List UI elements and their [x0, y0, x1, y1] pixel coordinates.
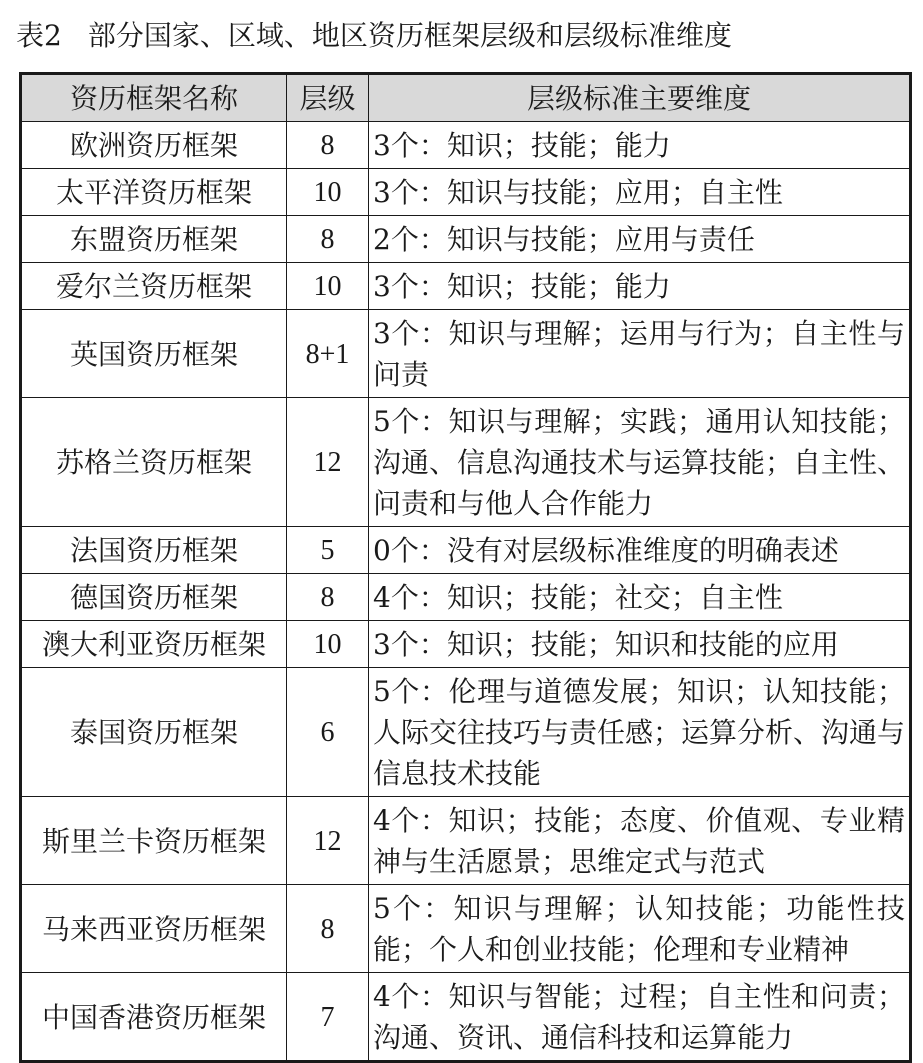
table-row	[21, 574, 911, 621]
table-header-row	[21, 74, 911, 122]
table-caption	[16, 14, 732, 58]
framework-name: 澳大利亚资历框架	[21, 621, 287, 668]
framework-levels: 8	[287, 122, 369, 169]
framework-levels: 6	[287, 668, 369, 797]
framework-levels: 5	[287, 527, 369, 574]
framework-name: 马来西亚资历框架	[21, 885, 287, 973]
table-row	[21, 621, 911, 668]
framework-name: 东盟资历框架	[21, 216, 287, 263]
framework-dimensions: 3个：知识；技能；能力	[369, 263, 911, 310]
header-dimensions: 层级标准主要维度	[369, 74, 911, 122]
framework-levels: 12	[287, 797, 369, 885]
table-row	[21, 169, 911, 216]
table-title: 部分国家、区域、地区资历框架层级和层级标准维度	[87, 19, 732, 52]
framework-levels: 10	[287, 169, 369, 216]
table-row	[21, 398, 911, 527]
table-row	[21, 122, 911, 169]
framework-levels: 7	[287, 973, 369, 1062]
table-row	[21, 263, 911, 310]
table-row	[21, 527, 911, 574]
framework-name: 太平洋资历框架	[21, 169, 287, 216]
framework-levels: 8+1	[287, 310, 369, 398]
framework-name: 爱尔兰资历框架	[21, 263, 287, 310]
framework-dimensions: 5个：知识与理解；认知技能；功能性技能；个人和创业技能；伦理和专业精神	[369, 885, 911, 973]
qualifications-framework-table	[19, 72, 912, 1063]
framework-dimensions: 3个：知识；技能；知识和技能的应用	[369, 621, 911, 668]
framework-levels: 8	[287, 885, 369, 973]
framework-dimensions: 3个：知识与技能；应用；自主性	[369, 169, 911, 216]
table-row	[21, 310, 911, 398]
framework-name: 德国资历框架	[21, 574, 287, 621]
framework-levels: 10	[287, 621, 369, 668]
framework-name: 泰国资历框架	[21, 668, 287, 797]
table-row	[21, 668, 911, 797]
table-row	[21, 797, 911, 885]
table-row	[21, 885, 911, 973]
framework-dimensions: 0个：没有对层级标准维度的明确表述	[369, 527, 911, 574]
framework-name: 英国资历框架	[21, 310, 287, 398]
framework-levels: 8	[287, 574, 369, 621]
framework-dimensions: 3个：知识；技能；能力	[369, 122, 911, 169]
framework-name: 斯里兰卡资历框架	[21, 797, 287, 885]
framework-dimensions: 5个：伦理与道德发展；知识；认知技能；人际交往技巧与责任感；运算分析、沟通与信息技术技能	[369, 668, 911, 797]
framework-dimensions: 4个：知识；技能；社交；自主性	[369, 574, 911, 621]
header-framework-name: 资历框架名称	[21, 74, 287, 122]
framework-levels: 12	[287, 398, 369, 527]
header-levels: 层级	[287, 74, 369, 122]
table-row	[21, 216, 911, 263]
framework-name: 中国香港资历框架	[21, 973, 287, 1062]
framework-name: 苏格兰资历框架	[21, 398, 287, 527]
table-number: 表2	[16, 19, 62, 52]
framework-name: 欧洲资历框架	[21, 122, 287, 169]
framework-dimensions: 5个：知识与理解；实践；通用认知技能；沟通、信息沟通技术与运算技能；自主性、问责和与他人合作能力	[369, 398, 911, 527]
framework-name: 法国资历框架	[21, 527, 287, 574]
framework-dimensions: 3个：知识与理解；运用与行为；自主性与问责	[369, 310, 911, 398]
framework-dimensions: 4个：知识与智能；过程；自主性和问责；沟通、资讯、通信科技和运算能力	[369, 973, 911, 1062]
table-row	[21, 973, 911, 1062]
framework-levels: 8	[287, 216, 369, 263]
framework-dimensions: 4个：知识；技能；态度、价值观、专业精神与生活愿景；思维定式与范式	[369, 797, 911, 885]
framework-dimensions: 2个：知识与技能；应用与责任	[369, 216, 911, 263]
framework-levels: 10	[287, 263, 369, 310]
